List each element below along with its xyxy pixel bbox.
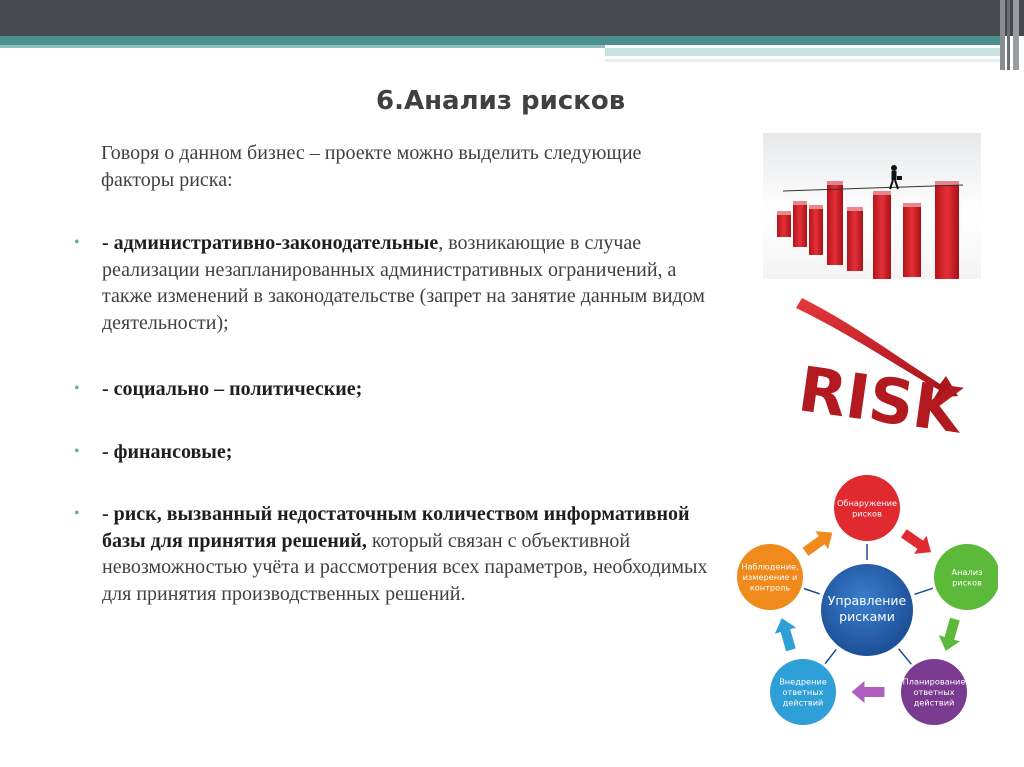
list-item xyxy=(74,439,714,466)
list-item-bold: - риск, вызванный недостаточным количеством информативной базы для принятия решений, xyxy=(102,503,690,552)
risk-management-cycle xyxy=(736,470,998,732)
list-item xyxy=(74,230,714,336)
list-item-bold: - административно-законодательные xyxy=(102,232,439,254)
center-label-line: рисками xyxy=(839,609,895,624)
edge-stripe xyxy=(1000,0,1005,70)
accent-band-lighter xyxy=(605,59,1000,62)
cycle-node-label: измерение и xyxy=(742,572,798,582)
cycle-node-label: рисков xyxy=(952,577,982,588)
header-bar xyxy=(0,0,1024,36)
risk-logo-illustration xyxy=(780,292,980,462)
cycle-node-label: контроль xyxy=(749,582,791,593)
accent-band-light xyxy=(605,48,1000,56)
cycle-arrow-icon xyxy=(799,524,839,561)
bullet-icon: • xyxy=(74,380,80,397)
cycle-node-label: действий xyxy=(913,697,955,708)
accent-band-thin xyxy=(0,45,605,48)
cycle-node xyxy=(767,656,839,728)
list-item xyxy=(74,501,714,607)
edge-stripe xyxy=(1007,0,1010,70)
cycle-node-label: Обнаружение xyxy=(836,497,898,508)
cycle-arrow-icon xyxy=(852,681,885,703)
list-item-bold: - финансовые; xyxy=(102,440,233,463)
slide-title: 6.Анализ рисков xyxy=(376,86,626,116)
cycle-arrow-icon xyxy=(935,616,965,654)
cycle-node-label: ответных xyxy=(782,687,824,697)
edge-stripe xyxy=(1013,0,1019,70)
cycle-node-label: Внедрение xyxy=(779,676,827,687)
cycle-arrow-icon xyxy=(771,615,801,653)
list-item-text: который связан с объективной невозможностью учёта и рассмотрения всех параметров, необходимых для принятия производственных решений. xyxy=(102,529,708,605)
list-item-text: , возникающие в случае реализации незапланированных административных ограничений, а также изменений в законодательстве (запрет на занятие данным видом деятельности); xyxy=(102,232,705,334)
cycle-node xyxy=(736,541,806,613)
cycle-node xyxy=(898,656,970,728)
cycle-node xyxy=(831,472,903,544)
cycle-node-label: действий xyxy=(782,697,824,708)
cycle-arrow-icon xyxy=(898,524,938,561)
cycle-node-label: Анализ xyxy=(951,566,983,577)
cycle-node-label: ответных xyxy=(913,687,955,697)
cycle-node-label: Планирование xyxy=(902,676,966,687)
list-item xyxy=(74,376,714,403)
risk-factor-list xyxy=(74,230,714,607)
cycle-node-label: рисков xyxy=(852,508,882,519)
bullet-icon: • xyxy=(74,505,80,522)
bullet-icon: • xyxy=(74,234,80,251)
list-item-bold: - социально – политические; xyxy=(102,378,363,400)
risk-word: RISK xyxy=(794,352,967,448)
intro-text: Говоря о данном бизнес – проекте можно выделить следующие факторы риска: xyxy=(101,142,642,191)
bar-chart-illustration xyxy=(763,133,981,279)
bullet-icon: • xyxy=(74,442,80,460)
cycle-node xyxy=(931,541,998,613)
accent-band xyxy=(0,36,1000,45)
cycle-node-label: Наблюдение, xyxy=(741,561,799,572)
center-label-line: Управление xyxy=(827,593,907,608)
